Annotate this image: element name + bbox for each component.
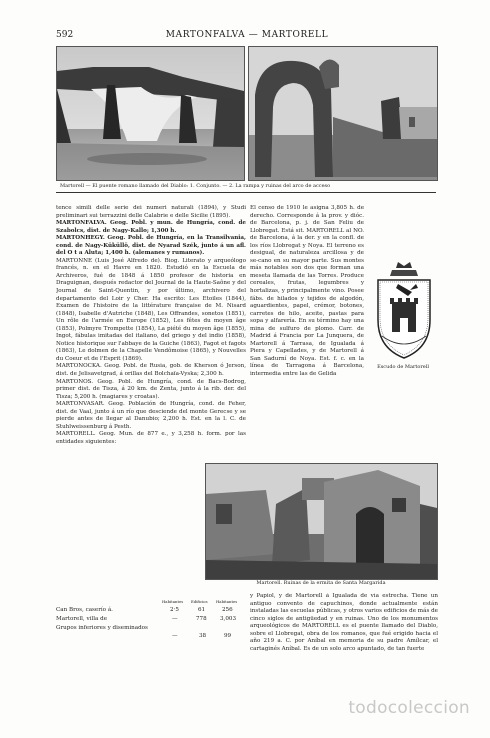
- page-title: MARTONFALVA — MARTORELL: [165, 30, 329, 40]
- table-cell-name: Grupos inferiores y diseminados: [56, 625, 148, 631]
- table-header-2: Edificios: [191, 599, 208, 604]
- bottom-right-column: [250, 593, 438, 705]
- watermark-text: todocoleccion: [348, 698, 470, 718]
- table-cell-a: —: [172, 616, 178, 622]
- population-table: [56, 599, 246, 659]
- entry-martonvasar: MARTONVASAR. Geog. Población de Hungría, cond. de Feher, dist. de Vaal, junto á un río que desciende del monte Gerecse y se pierde antes de llegar al Danubio; 2,200 h. Est. en la l. C. de Stuhlweissenburg á Pesth.: [56, 401, 246, 430]
- table-header-1: Habitantes: [162, 599, 184, 604]
- crest-caption: Escudo de Martorell: [377, 364, 429, 370]
- table-header-3: Habitantes: [216, 599, 238, 604]
- table-row: [56, 616, 246, 624]
- table-cell-name: Can Bros, caserío á.: [56, 607, 113, 613]
- entry-martonfalva: MARTONFALVA. Geog. Pobl. y mun. de Hungría, cond. de Szabolcs, dist. de Nagy-Kallo; 1,300 h.: [56, 220, 246, 234]
- entry-martorell: MARTORELL. Geog. Mun. de 877 e., y 3,258 h. form. por las entidades siguientes:: [56, 431, 246, 445]
- photo-arch-ruins: [248, 46, 438, 181]
- bottom-right-paragraph: y Papiol, y de Martorell á Igualada de vía estrecha. Tiene un antiguo convento de capuchinos, donde actualmente están instaladas las escuelas públicas, y otros varios edificios de más de cinco siglos de antigüedad y en ruinas. Uno de los monumentos arqueológicos de MARTORELL es el puente llamado del Diablo, sobre el Llobregat, obra de los romanos, que fué erigido hacia el año 219 a. C. por Aníbal en memoria de su padre Amílcar, el cartaginés Aníbal. Es de un solo arco apuntado, de tan fuerte: [250, 593, 438, 652]
- table-cell-b: 61: [198, 607, 206, 613]
- table-cell-a: 2·5: [170, 607, 179, 613]
- table-cell-c: 99: [224, 633, 232, 639]
- right-paragraph: El censo de 1910 le asigna 3,805 h. de derecho. Corresponde á la prov. y dióc. de Barcelona, p. j. de San Feliu de Llobregat. Está sit. MARTORELL al NO. de Barcelona, á la der. y en la confl. de los ríos Llobregat y Noya. El terreno es desigual, de naturaleza arcillosa y de se-cano en su mayor parte. Sus montes más notables son dos que forman una meseta llamada de las Torres. Produce cereales, frutas, legumbres y hortalizas, y principalmente vino. Posee fábs. de hilados y tejidos de algodón, aguardientes, papel, crémor, botones, carretes de hilo, aceite, pastas para sopa y alfarería. En su término hay una mina de sulfuro de plomo. Carr. de Madrid á Francia por La Junquera, de Martorell á Tarrasa, de Igualada á Piera y Capellades, y de Martorell á San Sadurní de Noya. Est. f. c. en la línea de Tarragona á Barcelona, intermedia entre las de Gelida: [250, 205, 364, 378]
- coat-of-arms: [368, 262, 440, 362]
- photo-roman-bridge: [56, 46, 245, 181]
- entry-martonocka: MARTONOCKA. Geog. Pobl. de Rusia, gob. de Kherson ó Jerson, dist. de Jelisavetgrad, á orillas del Bolchaïa-Vyska; 2,300 h.: [56, 363, 246, 378]
- table-cell-a: —: [172, 633, 178, 639]
- entry-martonhegy: MARTONHEGY. Geog. Pobl. de Hungría, en la Transilvania, cond. de Nagy-Küküllö, dist. de Nyarad Szék, junto á un afl. del O t a Aluta; 1,400 h. (alemanes y rumanos).: [56, 235, 246, 257]
- hermitage-caption: Martorell. Ruinas de la ermita de Santa Margarida: [256, 580, 386, 586]
- entry-martonos: MARTONOS. Geog. Pobl. de Hungría, cond. de Bacs-Bodrog, primer dist. de Tisza, á 20 km. de Zenta, junto á la rib. der. del Tisza; 5,200 h. (magiares y croatas).: [56, 378, 246, 400]
- page-header: [56, 30, 438, 42]
- table-cell-c: 256: [222, 607, 233, 613]
- table-cell-c: 3,003: [220, 616, 237, 622]
- table-row-values: [56, 633, 246, 641]
- top-photo-caption: Martorell — El puente romano llamado del Diablo: 1. Conjunto. — 2. La rampa y ruinas del arco de acceso: [60, 183, 331, 189]
- page-number: 592: [56, 30, 74, 40]
- caption-rule: [56, 192, 436, 193]
- table-cell-b: 778: [196, 616, 207, 622]
- table-cell-b: 38: [199, 633, 207, 639]
- photo-hermitage-ruins: [205, 463, 438, 580]
- left-paragraph: tence simili delle serie dei numeri naturali (1894), y Studi preliminari sui terrazzini delle Calabrie e delle Sicilie (1895).: [56, 205, 246, 219]
- table-row: [56, 607, 246, 615]
- table-cell-name: Martorell, villa de: [56, 616, 108, 622]
- entry-martonne: MARTONNE (Luis José Alfredo de). Biog. Literato y arqueólogo francés, n. en el Havre en 1820. Estudió en la Escuela de Archiveros, fué de 1848 á 1850 profesor de historia en Draguignan, después redactor del Journal de la Haute-Saône y del Journal de Saint-Quentin, y por último, archivero del departamento del Loir y Cher. Ha escrito: Les Etoiles (1844), Examen de l'histoire de la littérature française de M. Nisard (1848), Isabelle d'Autriche (1848), Les Offrandes, sonetos (1851), Un rôle de l'armée en Europe (1852), Les fêtes du moyen âge (1853), Polmyre Trompette (1854), La piété du moyen âge (1855), Ingot, fábulas imitadas del italiano, del griego y del indio (1858), Notice historique sur l'abbaye de la Guiche (1863), Fagot et fagots (1863), Le dolmen de la Chapelle Vendômoise (1865), y Nouvelles du Coeur et de l'Esprit (1869).: [56, 257, 246, 362]
